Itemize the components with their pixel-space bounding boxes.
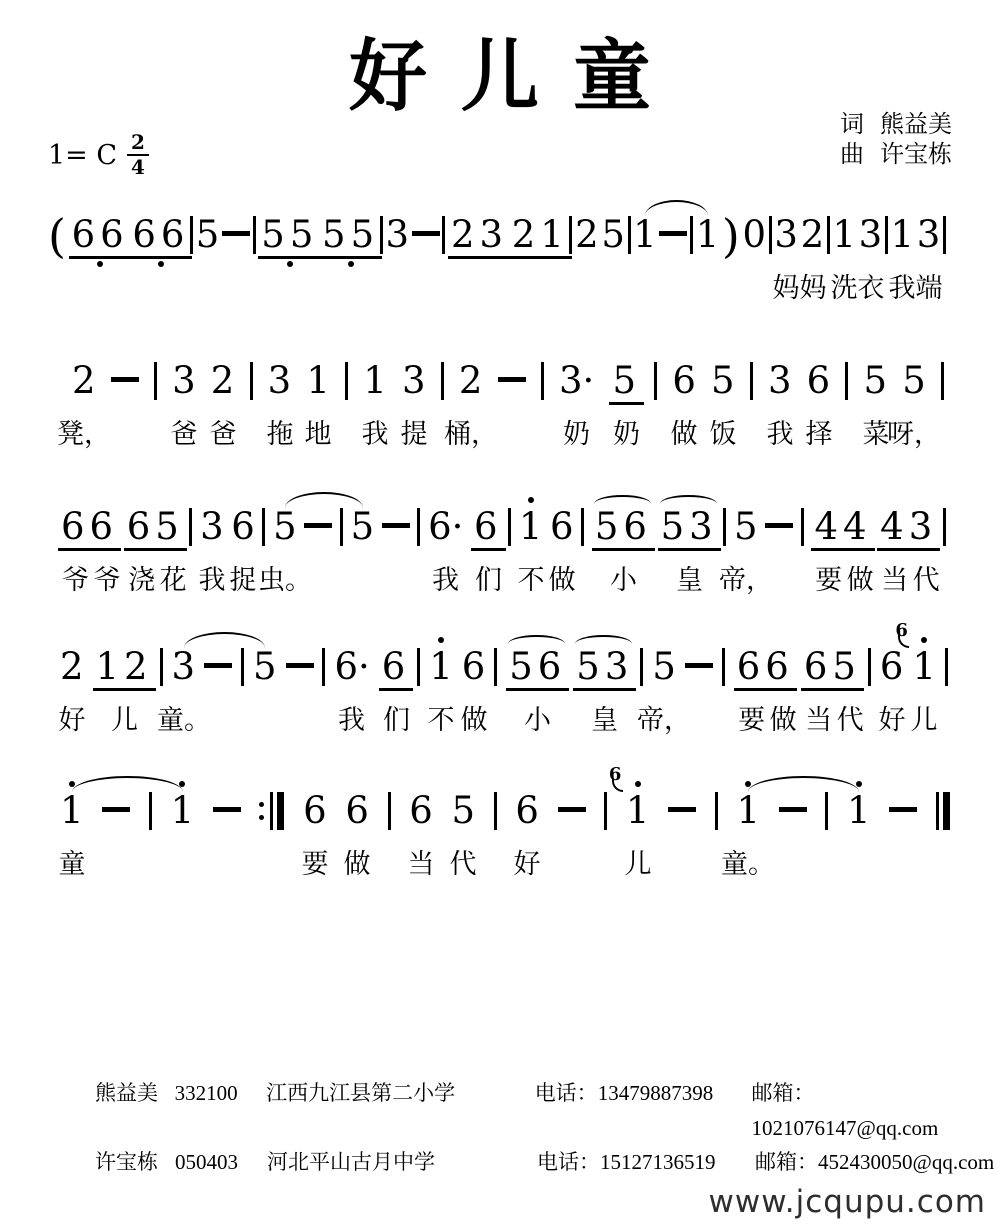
barline <box>825 792 828 830</box>
note: 6 <box>303 789 327 832</box>
note: 3 <box>172 359 196 402</box>
music-line-2 <box>57 342 944 452</box>
composer-name: 许宝栋 <box>880 142 952 168</box>
beamed-note-group: 66 <box>734 648 797 691</box>
lyric-syllable: 要 <box>738 705 766 735</box>
barline <box>160 648 163 686</box>
lyric-syllable: 端 <box>915 273 943 303</box>
barline <box>715 792 718 830</box>
barline <box>943 508 946 546</box>
note: 5 <box>350 505 375 548</box>
lyric-syllable: 皇 <box>591 705 618 735</box>
contact-name: 许宝栋 <box>95 1150 158 1175</box>
barline <box>604 792 607 830</box>
email-address: 1021076147@qq.com <box>751 1115 939 1140</box>
beamed-note-group: 66 <box>129 216 192 259</box>
beamed-note-group: 56 <box>592 508 655 551</box>
key-label: 1= C <box>48 139 118 171</box>
note: 5 <box>601 213 625 256</box>
lyric-syllable: 爷 <box>93 565 121 595</box>
lyric-syllable: 妈 <box>799 273 827 303</box>
lyric-syllable: 虫。 <box>258 565 312 595</box>
barline <box>569 216 572 254</box>
low-octave-dot <box>97 261 103 267</box>
tie-arc <box>508 635 565 644</box>
email-label: 邮箱： <box>751 1081 815 1105</box>
thin-bar <box>270 792 273 830</box>
note: 3· <box>558 359 595 402</box>
note: 6 <box>550 505 574 548</box>
note: 2 <box>575 213 599 256</box>
lyric-syllable: 妈 <box>772 273 800 303</box>
lyric-syllable: 儿 <box>910 705 938 735</box>
barline <box>690 216 693 254</box>
note: 1 <box>736 792 760 835</box>
lyric-syllable: 做 <box>846 565 874 595</box>
note: 6 <box>806 359 831 402</box>
lyric-syllable: 我 <box>432 565 459 595</box>
lyric-syllable: 奶 <box>563 419 590 449</box>
lyric-syllable: 当 <box>407 849 435 879</box>
slur-arc <box>184 632 265 648</box>
tie-arc <box>575 635 632 644</box>
contact-postcode: 050403 <box>175 1150 238 1175</box>
music-line-1 <box>48 196 946 306</box>
contact-name: 熊益美 <box>95 1081 158 1105</box>
dash-held-note <box>382 523 410 528</box>
note: 1 <box>695 213 720 256</box>
beamed-note-group: 66 <box>58 508 121 551</box>
barline <box>827 216 830 254</box>
lyric-syllable: 儿 <box>624 849 652 879</box>
beamed-note-group: 53 <box>658 508 721 551</box>
note: 3 <box>267 359 292 402</box>
note: 0 <box>742 213 767 256</box>
note: 3 <box>200 505 224 548</box>
barline <box>417 508 420 546</box>
lyricist-credit <box>840 110 952 140</box>
beamed-note-group: 5 <box>609 362 644 405</box>
note: 5 <box>451 789 475 832</box>
grace-note: 6 <box>608 764 622 785</box>
barline <box>345 362 348 400</box>
high-octave-dot <box>921 637 927 643</box>
lyric-syllable: 拖 <box>266 419 294 449</box>
phone-number: 15127136519 <box>600 1150 716 1175</box>
lyric-syllable: 地 <box>304 419 332 449</box>
note: 6 <box>231 505 255 548</box>
parenthesis: ) <box>721 209 740 263</box>
grace-note: 6 <box>895 620 908 641</box>
note: 6 <box>672 359 696 402</box>
notes-row <box>48 209 946 263</box>
beamed-note-group: 6 <box>379 648 414 691</box>
barline <box>494 648 497 686</box>
tie-arc <box>594 495 651 504</box>
lyricist-label: 词 <box>840 112 864 138</box>
note: 2 <box>210 359 235 402</box>
lyric-syllable: 做 <box>769 705 797 735</box>
lyric-syllable: 我 <box>888 273 916 303</box>
lyric-syllable: 好 <box>878 705 906 735</box>
lyric-syllable: 们 <box>383 705 410 735</box>
barline <box>253 216 256 254</box>
lyric-syllable: 桶， <box>444 419 498 449</box>
barline <box>541 362 544 400</box>
note: 6 <box>345 789 369 832</box>
lyric-syllable: 童。 <box>721 849 775 879</box>
notes-row <box>60 764 950 835</box>
lyric-syllable: 做 <box>548 565 576 595</box>
thin-bar <box>936 792 939 830</box>
lyric-syllable: 代 <box>836 705 864 735</box>
composer-label: 曲 <box>840 142 864 168</box>
note: 6 <box>879 645 904 688</box>
barline <box>581 508 584 546</box>
note: 2 <box>800 213 825 256</box>
lyric-syllable: 洗 <box>830 273 858 303</box>
beamed-note-group: 53 <box>573 648 636 691</box>
tie-arc <box>660 495 717 504</box>
dash-held-note <box>685 663 713 668</box>
note: 6· <box>334 645 370 688</box>
meter-numerator: 2 <box>127 132 149 156</box>
note: 5 <box>863 359 888 402</box>
dash-held-note <box>668 807 696 812</box>
note: 3 <box>774 213 798 256</box>
lyric-syllable: 爷 <box>62 565 90 595</box>
lyric-syllable: 要 <box>815 565 843 595</box>
contact-phone <box>537 1145 755 1180</box>
barline <box>149 792 152 830</box>
barline <box>340 508 343 546</box>
note: 1 <box>429 648 453 691</box>
barline <box>801 508 804 546</box>
note: 2 <box>458 359 483 402</box>
note: 1 <box>171 792 195 835</box>
grace-slur <box>612 779 623 792</box>
music-line-3 <box>58 488 946 598</box>
barline <box>640 648 643 686</box>
barline <box>417 648 420 686</box>
low-octave-dot <box>158 261 164 267</box>
contact-row-lyricist <box>95 1076 1000 1145</box>
note: 5 <box>652 645 676 688</box>
beamed-note-group: 21 <box>509 216 572 259</box>
barline <box>262 508 265 546</box>
barline <box>722 648 725 686</box>
barline <box>154 362 157 400</box>
barline <box>885 216 888 254</box>
dash-held-note <box>659 231 687 236</box>
beamed-note-group: 6 <box>471 508 506 551</box>
phone-number: 13479887398 <box>597 1081 714 1105</box>
notes-row <box>72 359 944 405</box>
lyric-syllable: 不 <box>427 705 455 735</box>
barline <box>322 648 325 686</box>
lyric-syllable: 呀， <box>887 419 941 449</box>
time-signature <box>127 132 149 178</box>
lyric-syllable: 做 <box>343 849 371 879</box>
lyric-syllable: 提 <box>400 419 428 449</box>
credits <box>840 110 952 170</box>
dash-held-note <box>558 807 586 812</box>
note: 5 <box>902 359 926 402</box>
contact-phone <box>535 1076 752 1145</box>
contact-email <box>755 1145 994 1180</box>
note: 2 <box>60 645 84 688</box>
barline <box>388 792 391 830</box>
beamed-note-group: 65 <box>124 508 187 551</box>
lyric-syllable: 代 <box>449 849 477 879</box>
lyric-syllable: 不 <box>517 565 545 595</box>
dash-held-note <box>304 523 332 528</box>
note: 1 <box>633 213 657 256</box>
parenthesis: ( <box>48 209 66 263</box>
dash-held-note <box>286 663 314 668</box>
note: 1 6 <box>895 620 936 688</box>
lyric-syllable: 择 <box>805 419 833 449</box>
barline <box>508 508 511 546</box>
barline <box>654 362 657 400</box>
dash-held-note <box>889 807 917 812</box>
dash-held-note <box>111 377 139 382</box>
lyric-syllable: 捉 <box>229 565 257 595</box>
note: 1 6 <box>608 764 650 832</box>
lyric-syllable: 小 <box>524 705 551 735</box>
lyric-syllable: 儿 <box>111 705 138 735</box>
barline <box>380 216 383 254</box>
beamed-note-group: 66 <box>69 216 132 259</box>
dash-held-note <box>412 231 440 236</box>
high-octave-dot <box>438 637 444 643</box>
note: 1 <box>847 792 871 835</box>
note: 6 <box>409 789 433 832</box>
note: 3 <box>767 359 792 402</box>
barline <box>943 216 946 254</box>
lyric-syllable: 做 <box>460 705 488 735</box>
end-repeat-sign <box>259 792 284 830</box>
dash-held-note <box>204 663 232 668</box>
contact-address: 江西九江县第二小学 <box>266 1081 456 1105</box>
low-octave-dot <box>348 261 354 267</box>
dash-held-note <box>779 807 807 812</box>
key-signature <box>48 132 149 178</box>
lyric-syllable: 当 <box>881 565 909 595</box>
note: 5 <box>253 645 277 688</box>
lyric-syllable: 饭 <box>709 419 737 449</box>
lyric-syllable: 浇 <box>128 565 156 595</box>
barline <box>189 508 192 546</box>
note: 2 <box>72 359 96 402</box>
contact-postcode: 332100 <box>174 1081 238 1105</box>
note: 6· <box>428 505 464 548</box>
barline <box>494 792 497 830</box>
note: 5 <box>711 359 735 402</box>
contact-address: 河北平山古月中学 <box>267 1150 435 1175</box>
lyric-syllable: 帝， <box>637 705 691 735</box>
barline <box>945 648 948 686</box>
note: 1 <box>519 508 543 551</box>
notes-row <box>58 505 946 551</box>
lyric-syllable: 当 <box>805 705 833 735</box>
note: 1 <box>60 792 84 835</box>
thick-bar <box>943 792 950 830</box>
note: 3 <box>385 213 409 256</box>
barline <box>750 362 753 400</box>
note: 5 <box>273 505 297 548</box>
contact-row-composer <box>95 1145 1000 1180</box>
meter-denominator: 4 <box>131 155 145 179</box>
lyric-syllable: 菜 <box>862 419 890 449</box>
lyric-syllable: 好 <box>58 705 86 735</box>
dash-held-note <box>765 523 793 528</box>
high-octave-dot <box>856 781 862 787</box>
phone-label: 电话： <box>537 1150 600 1175</box>
lyric-syllable: 奶 <box>613 419 640 449</box>
note: 5 <box>733 505 758 548</box>
lyricist-name: 熊益美 <box>880 112 952 138</box>
repeat-dots <box>259 802 264 820</box>
note: 1 <box>306 359 330 402</box>
contact-email <box>752 1076 1000 1145</box>
lyric-syllable: 童。 <box>157 705 211 735</box>
note: 3 <box>402 359 426 402</box>
music-line-5 <box>58 764 950 882</box>
notes-row <box>60 620 948 691</box>
low-octave-dot <box>287 261 293 267</box>
lyric-syllable: 做 <box>670 419 698 449</box>
lyric-syllable: 爸 <box>209 419 237 449</box>
high-octave-dot <box>635 781 641 787</box>
lyric-syllable: 凳， <box>57 419 111 449</box>
barline <box>628 216 631 254</box>
lyric-syllable: 皇 <box>676 565 703 595</box>
barline <box>241 648 244 686</box>
composer-credit <box>840 140 952 170</box>
dash-held-note <box>213 807 241 812</box>
barline <box>441 362 444 400</box>
barline <box>442 216 445 254</box>
dash-held-note <box>102 807 130 812</box>
note: 3 <box>171 645 196 688</box>
phone-label: 电话： <box>534 1081 598 1105</box>
barline <box>723 508 726 546</box>
slur-arc <box>748 776 859 792</box>
lyric-syllable: 花 <box>159 565 187 595</box>
dash-held-note <box>222 231 250 236</box>
song-title: 好儿童 <box>348 33 685 120</box>
music-line-4 <box>58 620 948 738</box>
lyric-syllable: 们 <box>475 565 502 595</box>
thick-bar <box>277 792 284 830</box>
lyric-syllable: 我 <box>198 565 226 595</box>
note: 3 <box>858 213 883 256</box>
beamed-note-group: 12 <box>93 648 156 691</box>
lyric-syllable: 我 <box>766 419 794 449</box>
barline <box>769 216 772 254</box>
dash-held-note <box>498 377 526 382</box>
barline <box>250 362 253 400</box>
lyric-syllable: 爸 <box>170 419 198 449</box>
email-address: 452430050@qq.com <box>818 1150 995 1175</box>
note: 6 <box>461 645 486 688</box>
slur-arc <box>285 492 363 508</box>
beamed-note-group: 65 <box>801 648 864 691</box>
beamed-note-group: 23 <box>448 216 511 259</box>
lyric-syllable: 小 <box>610 565 637 595</box>
beamed-note-group: 55 <box>319 216 382 259</box>
final-barline <box>936 792 950 830</box>
lyric-syllable: 衣 <box>857 273 885 303</box>
barline <box>868 648 871 686</box>
lyric-syllable: 我 <box>338 705 365 735</box>
slur-arc <box>72 776 183 792</box>
high-octave-dot <box>528 497 534 503</box>
slur-arc <box>645 200 708 216</box>
lyric-syllable: 帝， <box>719 565 773 595</box>
beamed-note-group: 43 <box>877 508 940 551</box>
barline <box>190 216 193 254</box>
beamed-note-group: 55 <box>258 216 321 259</box>
note: 5 <box>195 213 220 256</box>
note: 3 <box>916 213 941 256</box>
email-label: 邮箱： <box>755 1150 818 1175</box>
note: 1 <box>832 213 856 256</box>
lyric-syllable: 童 <box>58 849 86 879</box>
note: 6 <box>515 789 539 832</box>
contact-info <box>95 1076 1000 1180</box>
beamed-note-group: 44 <box>811 508 874 551</box>
barline <box>845 362 848 400</box>
lyric-syllable: 要 <box>301 849 329 879</box>
barline <box>941 362 944 400</box>
lyric-syllable: 代 <box>912 565 940 595</box>
note: 1 <box>890 213 915 256</box>
lyric-syllable: 好 <box>513 849 541 879</box>
note: 1 <box>363 359 387 402</box>
beamed-note-group: 56 <box>506 648 569 691</box>
lyric-syllable: 我 <box>361 419 389 449</box>
watermark: www.jcqupu.com <box>708 1184 986 1220</box>
